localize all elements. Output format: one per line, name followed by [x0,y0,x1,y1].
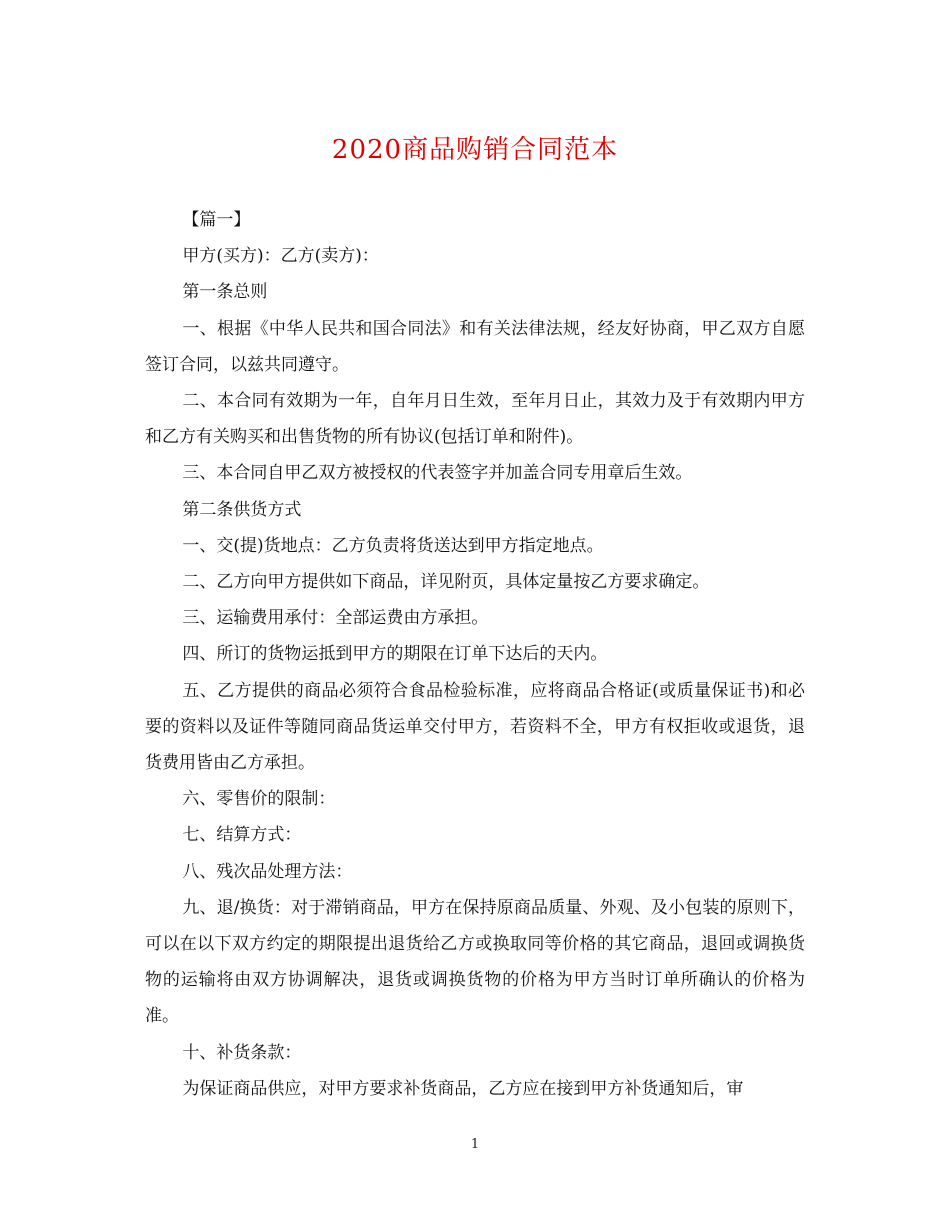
replenishment-paragraph: 为保证商品供应，对甲方要求补货商品，乙方应在接到甲方补货通知后，审 [182,1078,744,1099]
article-one-clause-2: 二、本合同有效期为一年，自年月日生效，至年月日止，其效力及于有效期内甲方和乙方有关购买和出售货物的所有协议(包括订单和附件)。 [145,391,805,448]
article-two-clause-9: 九、退/换货：对于滞销商品，甲方在保持原商品质量、外观、及小包装的原则下，可以在以下双方约定的期限提出退货给乙方或换取同等价格的其它商品，退回或调换货物的运输将由双方协调解决，退货或调换货物的价格为甲方当时订单所确认的价格为准。 [145,897,805,1027]
article-two-clause-6: 六、零售价的限制： [182,789,336,810]
article-two-clause-7: 七、结算方式： [182,825,302,846]
document-title: 2020商品购销合同范本 [331,135,619,165]
page-number: 1 [470,1137,480,1152]
article-two-clause-5: 五、乙方提供的商品必须符合食品检验标准，应将商品合格证(或质量保证书)和必要的资料以及证件等随同商品货运单交付甲方，若资料不全，甲方有权拒收或退货，退货费用皆由乙方承担。 [145,680,805,774]
article-two-clause-4: 四、所订的货物运抵到甲方的期限在订单下达后的天内。 [182,644,608,665]
parties-line: 甲方(买方)：乙方(卖方)： [182,246,379,267]
document-body [145,202,805,1107]
article-two-clause-10: 十、补货条款： [182,1042,302,1063]
section-heading-part-one: 【篇一】 [182,210,251,230]
article-two-heading: 第二条供货方式 [182,499,302,520]
article-two-clause-8: 八、残次品处理方法： [182,861,353,882]
article-two-clause-1: 一、交(提)货地点：乙方负责将货送达到甲方指定地点。 [182,535,604,556]
article-two-clause-3: 三、运输费用承付：全部运费由方承担。 [182,608,489,629]
article-one-clause-1: 一、根据《中华人民共和国合同法》和有关法律法规，经友好协商，甲乙双方自愿签订合同，以兹共同遵守。 [145,318,805,375]
article-two-clause-2: 二、乙方向甲方提供如下商品，详见附页，具体定量按乙方要求确定。 [182,572,710,593]
article-one-clause-3: 三、本合同自甲乙双方被授权的代表签字并加盖合同专用章后生效。 [182,463,693,484]
article-one-heading: 第一条总则 [182,282,268,303]
